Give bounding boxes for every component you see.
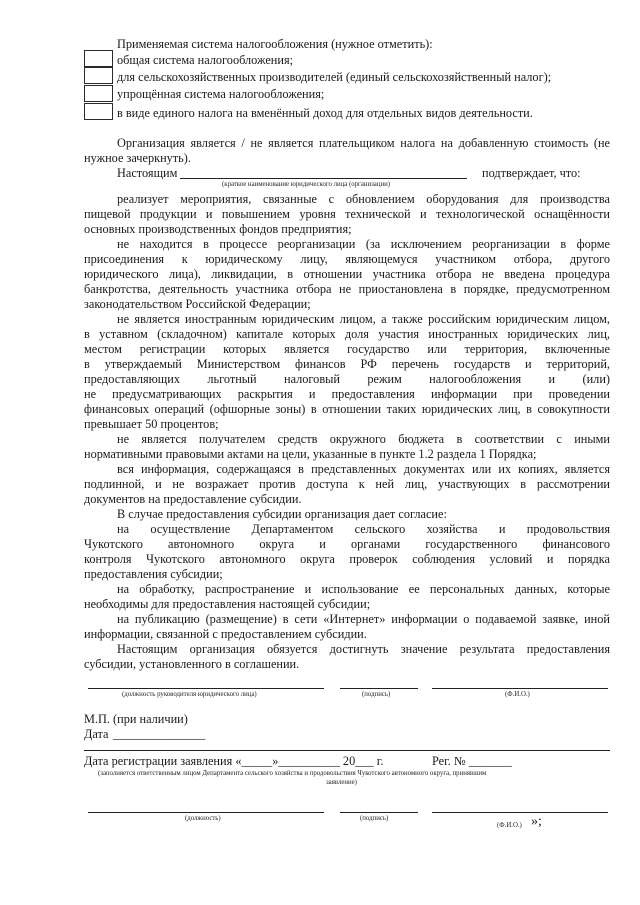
statement-3-line: превышает 50 процентов; [84,417,219,431]
statement-3-line: не предусматривающих раскрытия и предоставления информации при проведении [84,387,610,401]
head-position-field[interactable] [88,688,324,689]
tax-option-label-simplified: упрощённая система налогообложения; [117,87,325,101]
statement-4-line: нормативными правовыми актами на цели, указанные в пункте 1.2 раздела 1 Порядка; [84,447,537,461]
statement-5-line: вся информация, содержащаяся в представленных документах или их копиях, является [117,462,610,476]
statement-1-line: реализует мероприятия, связанные с обновлением оборудования для производства [117,192,610,206]
official-position-caption: (должность) [185,815,221,822]
statement-3-line: в утверждаемый Министерством финансов РФ перечень государств и территорий, [84,357,610,371]
statement-5-line: подлинной, и не возражает против доступа к ней лиц, участвующих в рассмотрении [84,477,610,491]
head-name-caption: (Ф.И.О.) [505,691,530,698]
statement-3-line: финансовых операций (офшорные зоны) в отношении таких юридических лиц, в совокупности [84,402,610,416]
consent-2-line: на обработку, распространение и использование ее персональных данных, которые [117,582,610,596]
statement-2-line: присоединения к юридическому лицу, являющемуся участником отбора, другого [84,252,610,266]
statement-4-line: не является получателем средств окружного бюджета в соответствии с иными [117,432,610,446]
statement-3-line: не является иностранным юридическим лицом, а также российским юридическим лицом, [117,312,610,326]
official-name-caption: (Ф.И.О.) [497,822,522,829]
official-name-field[interactable] [432,812,608,813]
date-field[interactable]: _______________ [113,727,206,741]
consent-3-line: на публикацию (размещение) в сети «Интернет» информации о подаваемой заявке, иной [117,612,610,626]
statement-3-line: местом регистрации которых является государство или территория, включенные [84,342,610,356]
statement-2-line: банкротства, деятельность участника отбора не приостановлена в порядке, предусмотренном [84,282,610,296]
official-signature-field[interactable] [340,812,418,813]
tax-option-checkbox-simplified[interactable] [84,85,113,102]
statement-1-line: пищевой продукции и повышением уровня технической и технологической оснащённости [84,207,610,221]
head-position-caption: (должность руководителя юридического лица) [122,691,257,698]
stamp-label: М.П. (при наличии) [84,712,188,726]
registration-caption-line1: (заполняется ответственным лицом Департамента сельского хозяйства и продовольствия Чукотского автономного округа, принявшим [98,770,487,777]
consent-2-line: необходимы для предоставления настоящей субсидии; [84,597,371,611]
head-signature-field[interactable] [340,688,418,689]
registration-caption-line2: заявление) [326,779,357,786]
statement-2-line: юридического лица), ликвидации, в отношении участника отбора не введена процедура [84,267,610,281]
statement-3-line: предоставляющих льготный налоговый режим налогообложения и (или) [84,372,610,386]
registration-date-label: Дата регистрации заявления «_____»__________ 20___ г. [84,754,384,768]
statement-2-line: не находится в процессе реорганизации (за исключением реорганизации в форме [117,237,610,251]
obligation-line2: субсидии, установленного в соглашении. [84,657,300,671]
vat-statement-line2: нужное зачеркнуть). [84,151,191,165]
tax-option-checkbox-general[interactable] [84,50,113,67]
statement-2-line: законодательством Российской Федерации; [84,297,311,311]
head-signature-caption: (подпись) [362,691,391,698]
organization-name-field[interactable] [180,178,467,179]
consent-3-line: информации, связанной с предоставлением субсидии. [84,627,367,641]
official-signature-caption: (подпись) [360,815,389,822]
tax-system-heading: Применяемая система налогообложения (нужное отметить): [117,37,433,51]
official-position-field[interactable] [88,812,324,813]
organization-name-caption: (краткое наименование юридического лица (организации) [222,181,391,188]
tax-option-label-agricultural: для сельскохозяйственных производителей (единый сельскохозяйственный налог); [117,70,552,84]
head-name-field[interactable] [432,688,608,689]
tax-option-checkbox-imputed[interactable] [84,103,113,120]
consent-1-line: контроля Чукотского автономного округа проверок соблюдения условий и порядка [84,552,610,566]
tax-option-label-imputed: в виде единого налога на вменённый доход для отдельных видов деятельности. [117,106,533,120]
confirm-prefix: Настоящим [117,166,178,180]
closing-quote: »; [531,814,542,829]
tax-option-label-general: общая система налогообложения; [117,53,294,67]
consent-1-line: предоставления субсидии; [84,567,223,581]
consent-1-line: на осуществление Департаментом сельского хозяйства и продовольствия [117,522,610,536]
date-label: Дата [84,727,109,741]
consent-1-line: Чукотского автономного округа и органами государственного финансового [84,537,610,551]
consent-heading: В случае предоставления субсидии организация дает согласие: [117,507,447,521]
confirm-suffix: подтверждает, что: [482,166,581,180]
statement-3-line: в уставном (складочном) капитале которых доля участия иностранных юридических лиц, [84,327,610,341]
obligation-line1: Настоящим организация обязуется достигнуть значение результата предоставления [117,642,610,656]
tax-option-checkbox-agricultural[interactable] [84,67,113,84]
statement-5-line: документов на предоставление субсидии. [84,492,302,506]
registration-number-label: Рег. № _______ [432,754,512,768]
registration-separator [84,750,610,751]
statement-1-line: основных производственных фондов предприятия; [84,222,352,236]
vat-statement-line1: Организация является / не является плательщиком налога на добавленную стоимость (не [117,136,610,150]
